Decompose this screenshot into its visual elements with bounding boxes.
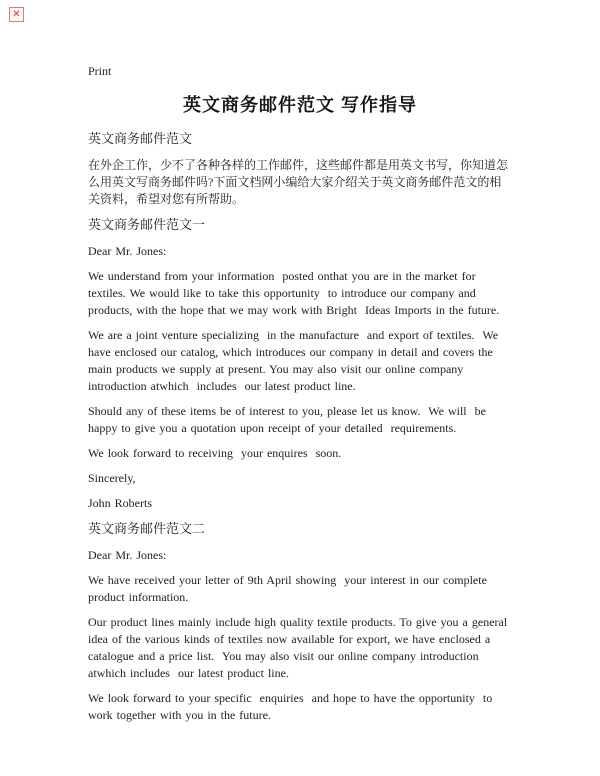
letter1-signoff: Sincerely, — [88, 471, 136, 485]
section-heading-overview: 英文商务邮件范文 — [88, 131, 193, 146]
letter2-paragraph-2: Our product lines mainly include high quality textile products. To give you a general idea of the various kinds of textiles now available for export, we have enclosed a catalogue and a price list. You may also visit our online company introduction atwhich includes our latest product line. — [88, 615, 512, 680]
letter1-paragraph-1: We understand from your information posted onthat you are in the market for textiles. We would like to take this opportunity to introduce our company and products, with the hope that we may work with Bright Ideas Imports in the future. — [88, 269, 500, 317]
letter1-closing-line: We look forward to receiving your enquires soon. — [88, 446, 342, 460]
intro-paragraph: 在外企工作，少不了各种各样的工作邮件，这些邮件都是用英文书写，你知道怎么用英文写商务邮件吗?下面文档网小编给大家介绍关于英文商务邮件范文的相关资料，希望对您有所帮助。 — [88, 158, 509, 206]
print-link[interactable]: Print — [88, 64, 112, 78]
section-heading-letter-2: 英文商务邮件范文二 — [88, 521, 206, 536]
letter2-salutation: Dear Mr. Jones: — [88, 548, 167, 562]
letter1-paragraph-2: We are a joint venture specializing in the manufacture and export of textiles. We have enclosed our catalog, which introduces our company in detail and covers the main products we supply at present. You may also visit our online company introduction atwhich includes our latest product line. — [88, 328, 503, 393]
letter1-salutation: Dear Mr. Jones: — [88, 244, 167, 258]
letter2-closing-line: We look forward to your specific enquiries and hope to have the opportunity to work together with you in the future. — [88, 691, 497, 722]
section-heading-letter-1: 英文商务邮件范文一 — [88, 217, 206, 232]
broken-image-icon: ✕ — [9, 7, 24, 22]
letter1-paragraph-3: Should any of these items be of interest to you, please let us know. We will be happy to give you a quotation upon receipt of your detailed requirements. — [88, 404, 490, 435]
letter1-signature: John Roberts — [88, 496, 152, 510]
page-title: 英文商务邮件范文 写作指导 — [183, 95, 417, 115]
document-body — [88, 94, 512, 732]
letter2-paragraph-1: We have received your letter of 9th April showing your interest in our complete product information. — [88, 573, 491, 604]
